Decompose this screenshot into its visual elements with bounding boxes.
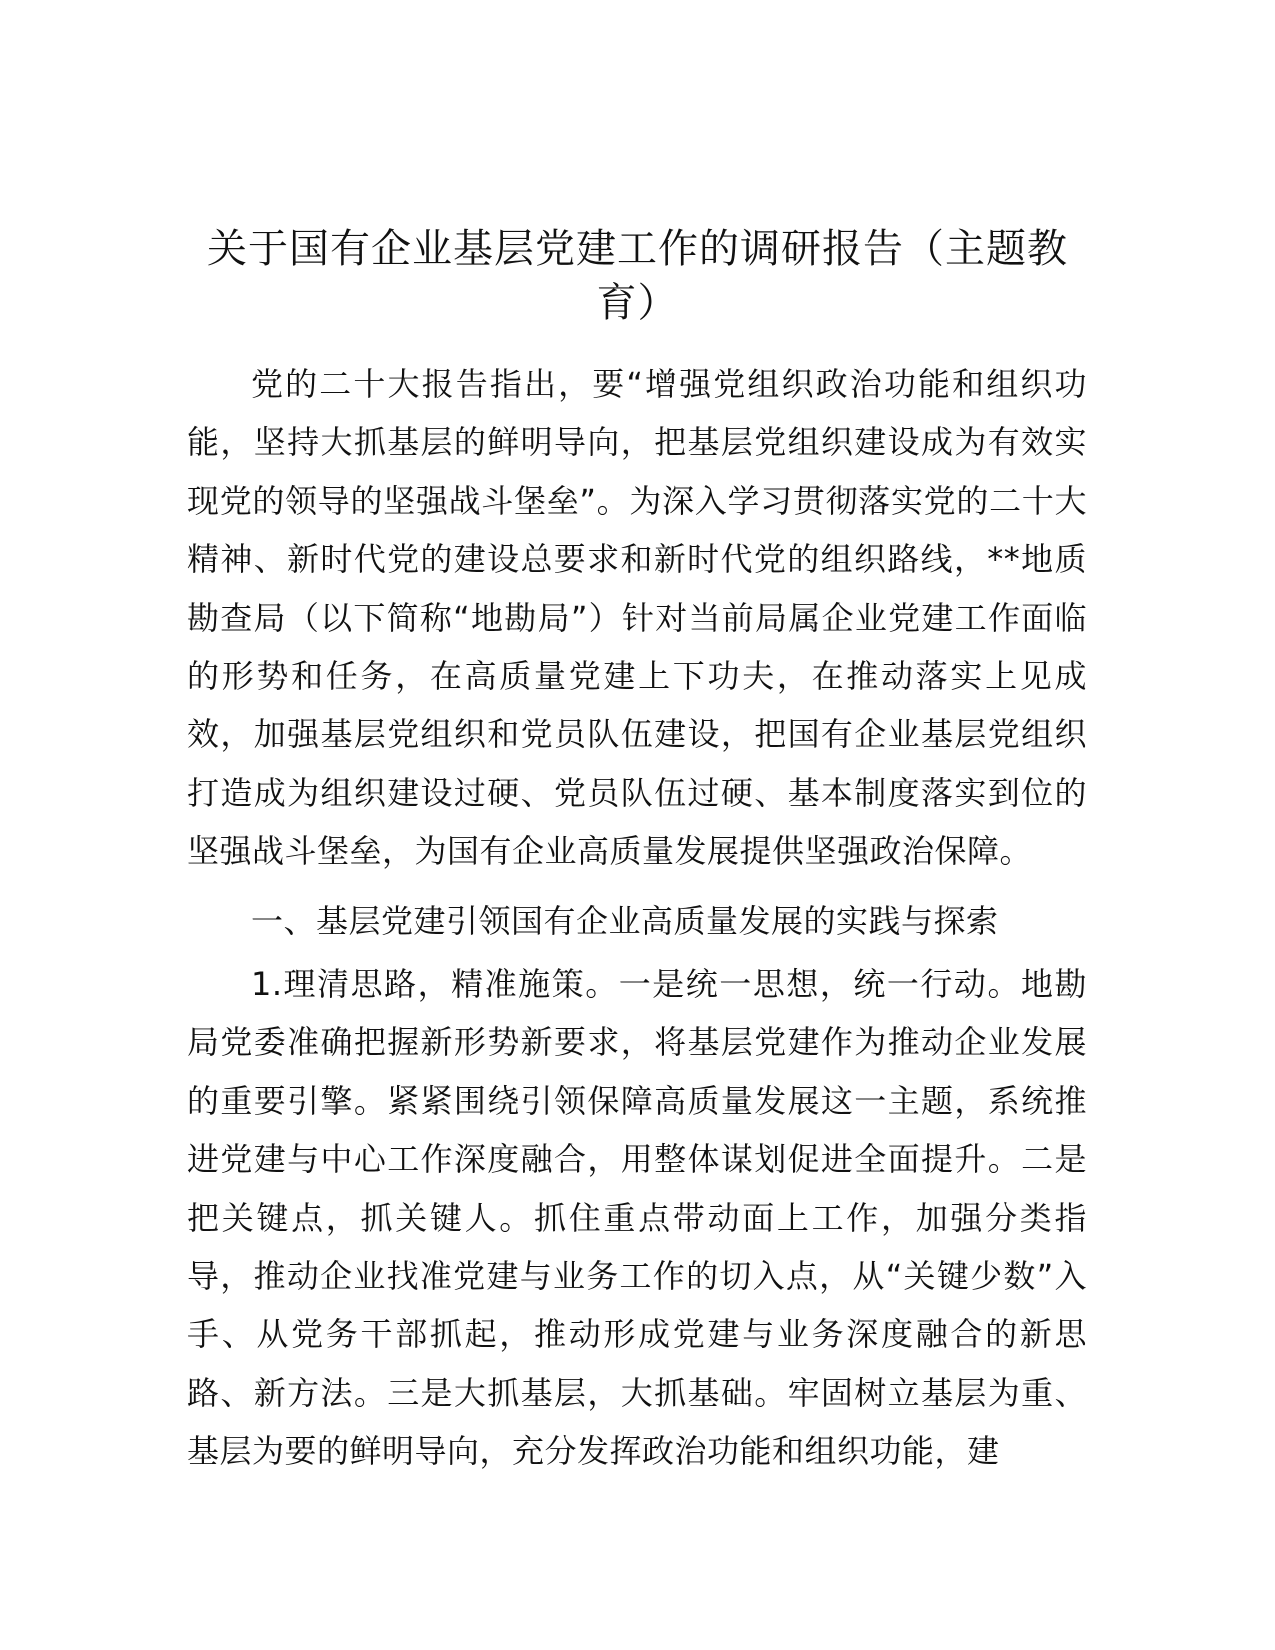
- intro-paragraph: 党的二十大报告指出，要“增强党组织政治功能和组织功能，坚持大抓基层的鲜明导向，把基层党组织建设成为有效实现党的领导的坚强战斗堡垒”。为深入学习贯彻落实党的二十大精神、新时代党的建设总要求和新时代党的组织路线，**地质勘查局（以下简称“地勘局”）针对当前局属企业党建工作面临的形势和任务，在高质量党建上下功夫，在推动落实上见成效，加强基层党组织和党员队伍建设，把国有企业基层党组织打造成为组织建设过硬、党员队伍过硬、基本制度落实到位的坚强战斗堡垒，为国有企业高质量发展提供坚强政治保障。: [187, 365, 1087, 871]
- section-paragraph: 1.理清思路，精准施策。一是统一思想，统一行动。地勘局党委准确把握新形势新要求，将基层党建作为推动企业发展的重要引擎。紧紧围绕引领保障高质量发展这一主题，系统推进党建与中心工作深度融合，用整体谋划促进全面提升。二是把关键点，抓关键人。抓住重点带动面上工作，加强分类指导，推动企业找准党建与业务工作的切入点，从“关键少数”入手、从党务干部抓起，推动形成党建与业务深度融合的新思路、新方法。三是大抓基层，大抓基础。牢固树立基层为重、基层为要的鲜明导向，充分发挥政治功能和组织功能，建: [187, 965, 1087, 1471]
- document-title: 关于国有企业基层党建工作的调研报告（主题教育）: [207, 226, 1068, 326]
- section-heading: 一、基层党建引领国有企业高质量发展的实践与探索: [251, 902, 999, 940]
